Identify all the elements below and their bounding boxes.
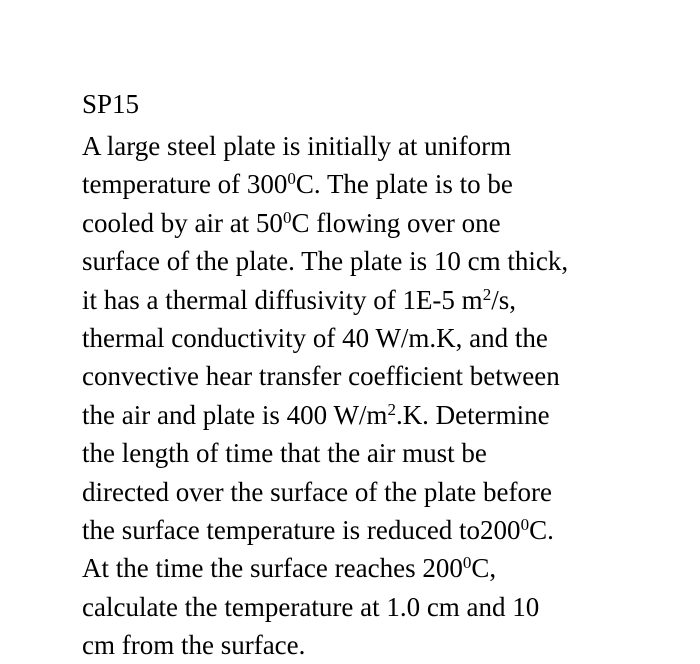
superscript: 2 — [387, 399, 396, 419]
statement-line — [82, 281, 682, 319]
superscript: 2 — [482, 284, 492, 304]
statement-text: the length of time that the air must be — [82, 438, 487, 469]
statement-text: convective hear transfer coefficient between — [82, 361, 560, 392]
statement-line — [82, 165, 682, 203]
statement-text: At the time the surface reaches 200 — [82, 553, 463, 584]
superscript: 0 — [462, 553, 472, 573]
statement-line — [82, 396, 682, 434]
problem-title: SP15 — [82, 89, 140, 119]
statement-text: the air and plate is 400 W/m — [82, 399, 388, 430]
statement-line — [82, 511, 682, 549]
statement-text: cm from the surface. — [82, 630, 306, 661]
statement-line — [82, 319, 682, 357]
statement-line — [82, 127, 682, 165]
statement-text: it has a thermal diffusivity of 1E-5 m — [82, 284, 483, 315]
statement-text: C, — [471, 553, 497, 584]
statement-text: directed over the surface of the plate before — [82, 476, 552, 507]
statement-line — [82, 434, 682, 472]
statement-line — [82, 588, 682, 626]
statement-text: the surface temperature is reduced to200 — [82, 514, 521, 545]
statement-line — [82, 549, 682, 587]
superscript: 0 — [287, 169, 296, 189]
statement-line — [82, 357, 682, 395]
superscript: 0 — [520, 514, 530, 534]
statement-text: cooled by air at 50 — [82, 207, 283, 238]
statement-text: temperature of 300 — [82, 169, 288, 200]
statement-line — [82, 242, 682, 280]
statement-text: C. — [529, 514, 554, 545]
statement-line — [82, 204, 682, 242]
statement-text: C flowing over one — [291, 207, 501, 238]
superscript: 0 — [282, 207, 292, 227]
statement-text: surface of the plate. The plate is 10 cm thick, — [82, 246, 569, 277]
statement-text: C. The plate is to be — [295, 169, 513, 200]
statement-text: calculate the temperature at 1.0 cm and 10 — [82, 591, 540, 622]
statement-text: thermal conductivity of 40 W/m.K, and the — [82, 322, 548, 353]
statement-text: A large steel plate is initially at uniform — [82, 131, 512, 161]
statement-text: /s, — [491, 284, 516, 315]
statement-line — [82, 473, 682, 511]
statement-line — [82, 626, 682, 664]
problem-statement — [82, 127, 682, 664]
statement-text: .K. Determine — [395, 399, 550, 430]
